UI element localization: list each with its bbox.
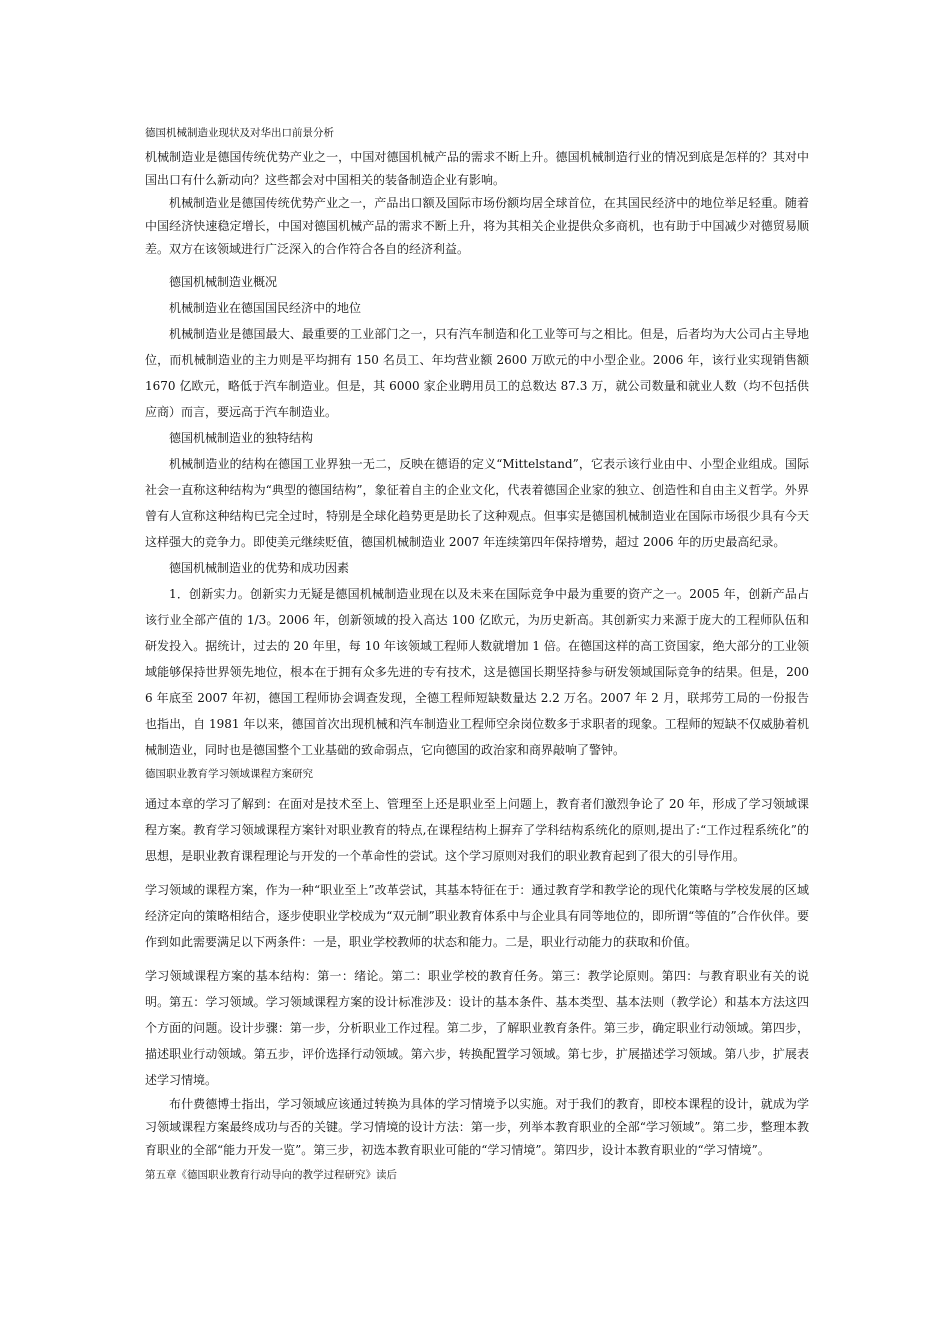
paragraph-vocational-4: 布什费德博士指出，学习领域应该通过转换为具体的学习情境予以实施。对于我们的教育，即校本课程的设计，就成为学习领域课程方案最终成功与否的关键。学习情境的设计方法：第一步，列举本教育职业的全部“学习领域”。第二步，整理本教育职业的全部“能力开发一览”。第三步，初选本教育职业可能的“学习情境”。第四步，设计本教育职业的“学习情境”。 <box>145 1097 809 1157</box>
paragraph-vocational-1: 通过本章的学习了解到：在面对是技术至上、管理至上还是职业至上问题上，教育者们激烈争论了 20 年，形成了学习领域课程方案。教育学习领域课程方案针对职业教育的特点,在课程结构上摒弃了学科结构系统化的原则,提出了:“工作过程系统化”的思想，是职业教育课程理论与开发的一个革命性的尝试。这个学习原则对我们的职业教育起到了很大的引导作用。 <box>145 797 809 863</box>
paragraph-position: 机械制造业是德国最大、最重要的工业部门之一，只有汽车制造和化工业等可与之相比。但是，后者均为大公司占主导地位，而机械制造业的主力则是平均拥有 150 名员工、年均营业额 2600 万欧元的中小型企业。2006 年，该行业实现销售额 1670 亿欧元，略低于汽车制造业。但是，其 6000 家企业聘用员工的总数达 87.3 万，就公司数量和就业人数（均不包括供应商）而言，要远高于汽车制造业。 <box>145 327 809 419</box>
lead-paragraph: 机械制造业是德国传统优势产业之一，中国对德国机械产品的需求不断上升。德国机械制造行业的情况到底是怎样的？其对中国出口有什么新动向？这些都会对中国相关的装备制造企业有影响。 <box>145 150 809 187</box>
intro-paragraph: 机械制造业是德国传统优势产业之一，产品出口额及国际市场份额均居全球首位，在其国民经济中的地位举足轻重。随着中国经济快速稳定增长，中国对德国机械产品的需求不断上升，将为其相关企业提供众多商机，也有助于中国减少对德贸易顺差。双方在该领域进行广泛深入的合作符合各自的经济利益。 <box>145 196 809 256</box>
paragraph-vocational-3: 学习领域课程方案的基本结构：第一：绪论。第二：职业学校的教育任务。第三：教学论原则。第四：与教育职业有关的说明。第五：学习领域。学习领域课程方案的设计标准涉及：设计的基本条件、基本类型、基本法则（教学论）和基本方法这四个方面的问题。设计步骤：第一步，分析职业工作过程。第二步，了解职业教育条件。第三步，确定职业行动领域。第四步，描述职业行动领域。第五步，评价选择行动领域。第六步，转换配置学习领域。第七步，扩展描述学习领域。第八步，扩展表述学习情境。 <box>145 969 809 1087</box>
heading-overview: 德国机械制造业概况 <box>169 275 278 289</box>
paragraph-vocational-2: 学习领域的课程方案，作为一种“职业至上”改革尝试，其基本特征在于：通过教育学和教学论的现代化策略与学校发展的区域经济定向的策略相结合，逐步使职业学校成为“双元制”职业教育体系中与企业具有同等地位的，即所谓“等值的”合作伙伴。要作到如此需要满足以下两条件：一是，职业学校教师的状态和能力。二是，职业行动能力的获取和价值。 <box>145 883 809 949</box>
document-title: 德国机械制造业现状及对华出口前景分析 <box>145 127 334 139</box>
section-title-vocational: 德国职业教育学习领域课程方案研究 <box>145 768 313 780</box>
heading-position: 机械制造业在德国国民经济中的地位 <box>169 301 362 315</box>
paragraph-structure: 机械制造业的结构在德国工业界独一无二，反映在德语的定义“Mittelstand”，它表示该行业由中、小型企业组成。国际社会一直称这种结构为“典型的德国结构”，象征着自主的企业文化，代表着德国企业家的独立、创造性和自由主义哲学。外界曾有人宣称这种结构已完全过时，特别是全球化趋势更是助长了这种观点。但事实是德国机械制造业在国际市场很少具有今天这样强大的竞争力。即使美元继续贬值，德国机械制造业 2007 年连续第四年保持增势，超过 2006 年的历史最高纪录。 <box>145 457 809 549</box>
paragraph-innovation: 1．创新实力。创新实力无疑是德国机械制造业现在以及未来在国际竞争中最为重要的资产之一。2005 年，创新产品占该行业全部产值的 1/3。2006 年，创新领域的投入高达 100 亿欧元，为历史新高。其创新实力来源于庞大的工程师队伍和研发投入。据统计，过去的 20 年里，每 10 年该领域工程师人数就增加 1 倍。在德国这样的高工资国家，绝大部分的工业领域能够保持世界领先地位，根本在于拥有众多先进的专有技术，这是德国长期坚持参与研发领域国际竞争的结果。但是，2006 年底至 2007 年初，德国工程师协会调查发现，全德工程师短缺数量达 2.2 万名。2007 年 2 月，联邦劳工局的一份报告也指出，自 1981 年以来，德国首次出现机械和汽车制造业工程师空余岗位数多于求职者的现象。工程师的短缺不仅威胁着机械制造业，同时也是德国整个工业基础的致命弱点，它向德国的政治家和商界敲响了警钟。 <box>145 587 809 757</box>
heading-structure: 德国机械制造业的独特结构 <box>169 431 314 445</box>
document-page <box>145 126 809 1182</box>
footer-title: 第五章《德国职业教育行动导向的教学过程研究》读后 <box>145 1169 397 1181</box>
heading-advantages: 德国机械制造业的优势和成功因素 <box>169 561 350 575</box>
